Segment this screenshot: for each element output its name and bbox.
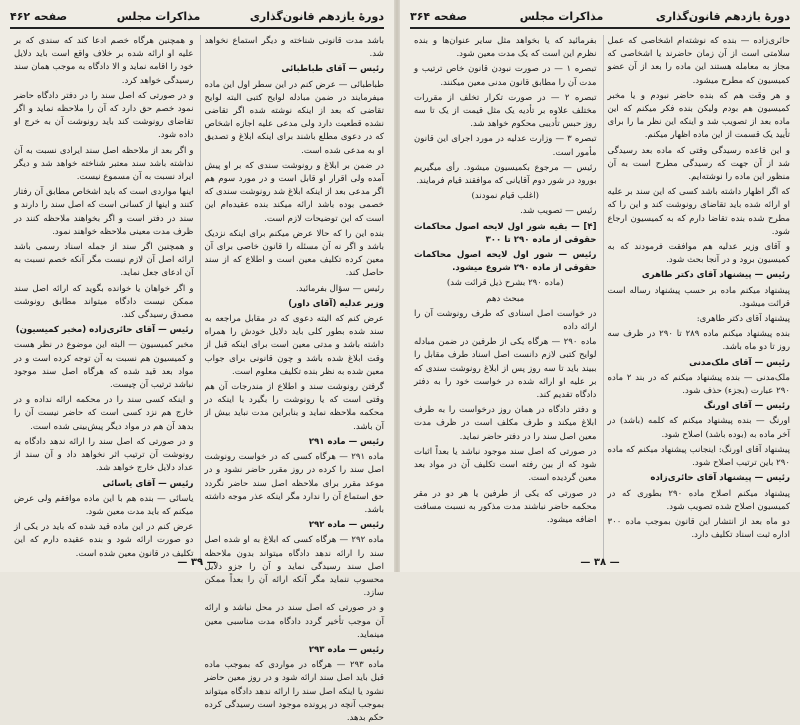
paragraph: و این قاعده رسیدگی وقتی که ماده بعد رسیدگی شد از آن جهت که رسیدگی مطرح است به آن منظور این ماده را نوشته‌ایم.: [607, 145, 790, 183]
paragraph: گرفتن رونوشت سند و اطلاع از مندرجات آن هم وقتی است که یا رونوشت را بگیرد یا اینکه در محکمه ملاحظه نماید و بنابراین مدت نباید بیش از آن باشد.: [204, 382, 384, 432]
left-page-header: [10, 8, 384, 29]
paragraph: و همچنین هرگاه خصم ادعا کند که سندی که بر علیه او ارائه شده بر خلاف واقع است باید دلایل خود را اقامه نماید و الا دادگاه به موجب همان سند رسیدگی خواهد کرد.: [14, 36, 194, 86]
paragraph: پیشنهاد آقای دکتر طاهری:: [696, 314, 790, 325]
paragraph: رئیس — مرجوع بکمیسیون میشود. رأی میگیریم بورود در شور دوم آقایانی که موافقند قیام فرمایند.: [414, 162, 597, 187]
paragraph: ماده ۲۹۳ — هرگاه در مواردی که بموجب ماده قبل باید اصل سند ارائه شود و در روز معین حاضر نشود یا اینکه اصل سند را ارائه ندهد دادگاه میتواند بموجب آنچه در پرونده موجود است رسیدگی کرده حکم بدهد.: [204, 660, 384, 723]
paragraph: که اگر اظهار داشته باشد کسی که این سند بر علیه او ارائه شده باید تقاضای رونوشت کند و این را که مطرح شده بنده تقاضا دارم که به کمیسیون ارجاع شود.: [607, 187, 790, 237]
paragraph: بنده این را که حالا عرض میکنم برای اینکه نزدیک باشد و اگر نه آن مسئله را قانون خاصی برای آن معین کرده تکلیف معین است و اطلاع که از سند حاصل کند.: [204, 228, 384, 279]
paragraph: و اگر بعد از ملاحظه اصل سند ایرادی نسبت به آن نداشته باشد سند معتبر شناخته خواهد شد و دیگر ایراد نسبت به آن مسموع نیست.: [14, 145, 194, 183]
paragraph: تبصره ۲ — در صورت تکرار تخلف از مقررات مختلف علاوه بر تأدیه یک مثل قیمت از یک تا سه روز حبس تأدیبی محکوم خواهد شد.: [414, 92, 597, 130]
paragraph: و در صورتی که اصل سند در محل نباشد و ارائه آن موجب تأخیر گردد دادگاه مدت مناسبی معین مینماید.: [204, 603, 384, 640]
paragraph: در صورتی که یکی از طرفین یا هر دو در مقر محکمه حاضر نباشند مدت مذکور به نسبت مسافت اضافه میشود.: [414, 488, 597, 525]
paragraph: دو ماه بعد از انتشار این قانون بموجب ماده ۳۰۰ اداره ثبت اسناد تکلیف دارد.: [607, 516, 790, 541]
speaker-heading: رئیس — ماده ۲۹۱: [308, 436, 384, 447]
speaker-heading: رئیس — آقای اورنگ: [703, 401, 790, 412]
left-page: [0, 0, 394, 723]
paragraph: در صورتی که اصل سند موجود نباشد یا بعداً اثبات شود که از بین رفته است تکلیف آن در مواد بعد معین گردیده است.: [414, 446, 597, 484]
paragraph: رئیس — تصویب شد.: [520, 206, 597, 217]
paragraph: مخبر کمیسیون — البته این موضوع در نظر هست و کمیسیون هم نسبت به آن توجه کرده است و در مواد بعد قید شده که هرگاه اصل سند موجود نباشد ترتیب آن چیست.: [14, 340, 194, 391]
paragraph: و دفتر دادگاه در همان روز درخواست را به طرف ابلاغ میکند و طرف مکلف است در ظرف مدت معین اصل سند را در دفتر حاضر نماید.: [414, 405, 597, 442]
speaker-heading: رئیس — پیشنهاد آقای حائری‌زاده: [650, 473, 790, 484]
speaker-heading: [۴] — بقیه شور اول لایحه اصول محاکمات حقوقی از ماده ۲۹۰ تا ۳۰۰: [414, 221, 597, 245]
paragraph: ماده ۲۹۰ — هرگاه یکی از طرفین در ضمن مبادله لوایح کتبی لازم دانست اصل اسناد طرف مقابل را ببیند باید تا سه روز پس از ابلاغ رونوشت سندی که بر علیه او ارائه شده در خواست خود را به دفتر دادگاه تقدیم کند.: [414, 337, 597, 401]
speaker-heading: رئیس — آقای حائری‌زاده (مخبر کمیسیون): [15, 325, 194, 336]
left-column-2: [10, 35, 194, 565]
right-title-label: مذاکرات مجلس: [519, 9, 604, 23]
paragraph: مبحث دهم: [486, 293, 525, 304]
paragraph: ماده ۲۹۱ — هرگاه کسی که در خواست رونوشت اصل سند را کرده در روز مقرر حاضر نشود و در موعد مقرر برای ملاحظه اصل سند حاضر نگردد حق استماع آن را ندارد مگر اینکه عذر موجه داشته باشد.: [204, 452, 384, 515]
paragraph: طباطبائی — عرض کنم در این سطر اول این ماده میفرمایند در ضمن مبادله لوایح کتبی البته لوایح تقاضی که بعد از اینکه نوشته شده اگر تقاضی نشده قطعیت دارد ولی مدعی علیه اجازه اشخاص که در دعوی مطلع باشند برای اینکه ابلاغ و تصدیق او به مدعی شده است.: [204, 79, 384, 156]
right-page-footer: — ۳۸ —: [580, 557, 620, 568]
right-page: [400, 0, 800, 572]
paragraph: تبصره ۳ — وزارت عدلیه در مورد اجرای این قانون مأمور است.: [414, 134, 597, 158]
paragraph: (ماده ۲۹۰ بشرح ذیل قرائت شد): [446, 278, 564, 289]
paragraph: و اگر خواهان یا خوانده بگوید که ارائه اصل سند ممکن نیست دادگاه میتواند مطابق رونوشت مصدق رسیدگی کند.: [14, 283, 194, 321]
speaker-heading: رئیس — شور اول لایحه اصول محاکمات حقوقی از ماده ۲۹۰ شروع میشود.: [414, 250, 597, 274]
paragraph: و در صورتی که اصل سند را در دفتر دادگاه حاضر نمود خصم حق دارد که آن را ملاحظه نماید و اگر تقاضای رونوشت کند باید رونوشت آن به خرج او داده شود.: [14, 90, 194, 141]
left-title-label: مذاکرات مجلس: [116, 9, 201, 23]
paragraph: پیشنهاد میکنم اصلاح ماده ۲۹۰ بطوری که در کمیسیون اصلاح شده تصویب شود.: [607, 488, 790, 512]
paragraph: اورنگ — بنده پیشنهاد میکنم که کلمه (باشد) در آخر ماده به (بوده باشد) اصلاح شود.: [607, 416, 790, 440]
right-column-1: [603, 35, 791, 565]
paragraph: و هر وقت هم که بنده حاضر نبودم و یا مخبر کمیسیون هم بودم ولیکن بنده فکر میکنم که این ماده بعد از تصویب شد و اینکه این نظر ما را برای تأیید یک قسمت از این ماده اظهار میکنم.: [607, 90, 790, 141]
paragraph: بفرمائید که یا بخواهد مثل سایر عنوان‌ها و بنده نظرم این است که یک مدت معین شود.: [414, 36, 597, 60]
speaker-heading: رئیس — پیشنهاد آقای دکتر طاهری: [641, 270, 790, 281]
paragraph: و اینکه کسی سند را در محکمه ارائه نداده و در خارج هم نزد کسی است که حاضر نیست آن را بدهد آن هم در مواد دیگر پیش‌بینی شده است.: [14, 395, 194, 432]
paragraph: در ضمن بر ابلاغ و رونوشت سندی که بر او پیش آمده ولی اقرار او قابل است و در مورد سوم هم اگر مدعی بعد از اینکه ابلاغ شد رونوشت سندی که خصمی بوده باشد ارائه میکند بنده عقیده‌ام این است که این توضیحات لازم است.: [204, 160, 384, 224]
paragraph: باشد مدت قانونی شناخته و دیگر استماع نخواهد شد.: [204, 36, 384, 60]
paragraph: پیشنهاد آقای اورنگ: اینجانب پیشنهاد میکنم که ماده ۲۹۰ باین ترتیب اصلاح شود.: [607, 444, 790, 469]
left-journal-label: دورهٔ یازدهم قانون‌گذاری: [249, 9, 384, 23]
left-page-footer: — ۳۹ —: [177, 557, 217, 568]
paragraph: بنده پیشنهاد میکنم ماده ۲۸۹ تا ۲۹۰ در ظرف سه روز تا دو ماه باشد.: [607, 329, 790, 353]
speaker-heading: رئیس — آقای یاسائی: [102, 478, 194, 489]
paragraph: و همچنین اگر سند از جمله اسناد رسمی باشد ارائه اصل آن لازم نیست مگر آنکه خصم نسبت به آن ادعای جعل نماید.: [14, 242, 194, 279]
paragraph: اینها مواردی است که باید اشخاص مطابق آن رفتار کنند و اینها از کسانی است که اصل سند را دارند و سند در دفتر است و اگر بخواهند ملاحظه کنند در ظرف مدت معینی ملاحظه خواهند نمود.: [14, 187, 194, 237]
left-page-number: صفحه ۴۶۲: [10, 9, 68, 23]
speaker-heading: رئیس — آقای طباطبائی: [281, 64, 384, 75]
right-page-columns: [410, 35, 790, 565]
paragraph: پیشنهاد میکنم ماده بر حسب پیشنهاد رساله است قرائت میشود.: [607, 285, 790, 309]
paragraph: رئیس — سؤال بفرمائید.: [295, 283, 384, 294]
right-page-number: صفحه ۳۶۴: [410, 9, 468, 23]
right-journal-label: دورهٔ یازدهم قانون‌گذاری: [655, 9, 790, 23]
paragraph: ماده ۲۹۲ — هرگاه کسی که ابلاغ به او شده اصل سند را ارائه ندهد دادگاه میتواند بدون ملاحظه اصل سند رسیدگی نماید و آن را جزو دلایل محسوب ننماید مگر آنکه ارائه آن را بعداً ممکن سازد.: [204, 535, 384, 599]
left-column-1: [200, 35, 385, 723]
right-page-header: [410, 8, 790, 29]
paragraph: حائری‌زاده — بنده که نوشته‌ام اشخاصی که عمل سلامتی است از آن زمان حاضرند یا اشخاصی که مجاز به معامله هستند این ماده را بعد از آن عضو کمیسیون که مطرح میشود.: [607, 36, 790, 86]
speaker-heading: رئیس — ماده ۲۹۳: [308, 644, 384, 655]
speaker-heading: وزیر عدلیه (آقای داور): [288, 298, 384, 309]
paragraph: عرض کنم در این ماده قید شده که باید در یکی از دو صورت ارائه شود و بنده عقیده دارم که این تکلیف در قانون معین شده است.: [14, 522, 194, 559]
left-page-columns: [10, 35, 384, 723]
paragraph: یاسائی — بنده هم با این ماده موافقم ولی عرض میکنم که باید مدت معین شود.: [14, 493, 194, 517]
paragraph: و آقای وزیر عدلیه هم موافقت فرمودند که به کمیسیون برود و در آنجا بحث شود.: [607, 242, 790, 266]
right-column-2: [410, 35, 597, 565]
paragraph: تبصره ۱ — در صورت نبودن قانون خاص ترتیب و مدت آن را مطابق قانون مدنی معین میکنند.: [414, 64, 597, 88]
speaker-heading: رئیس — آقای ملک‌مدنی: [689, 357, 790, 368]
paragraph: در خواست اصل اسنادی که طرف رونوشت آن را ارائه داده: [414, 308, 597, 333]
paragraph: و در صورتی که اصل سند را ارائه ندهد دادگاه به رونوشت آن ترتیب اثر نخواهد داد و آن سند از عداد دلایل خارج خواهد شد.: [14, 436, 194, 474]
speaker-heading: رئیس — ماده ۲۹۲: [308, 520, 384, 531]
paragraph: (اغلب قیام نمودند): [471, 191, 539, 202]
paragraph: عرض کنم که البته دعوی که در مقابل مراجعه به سند شده بطور کلی باید دلایل خودش را همراه داشته باشد و مدتی معین است برای اینکه قبل از وقت ابلاغ شده باشد و چون قانونی برای جواب معین شده به نظر بنده تکلیف معلوم است.: [204, 314, 384, 377]
paragraph: ملک‌مدنی — بنده پیشنهاد میکنم که در بند ۲ ماده ۲۹۰ عبارت (بجزء) حذف شود.: [607, 372, 790, 397]
